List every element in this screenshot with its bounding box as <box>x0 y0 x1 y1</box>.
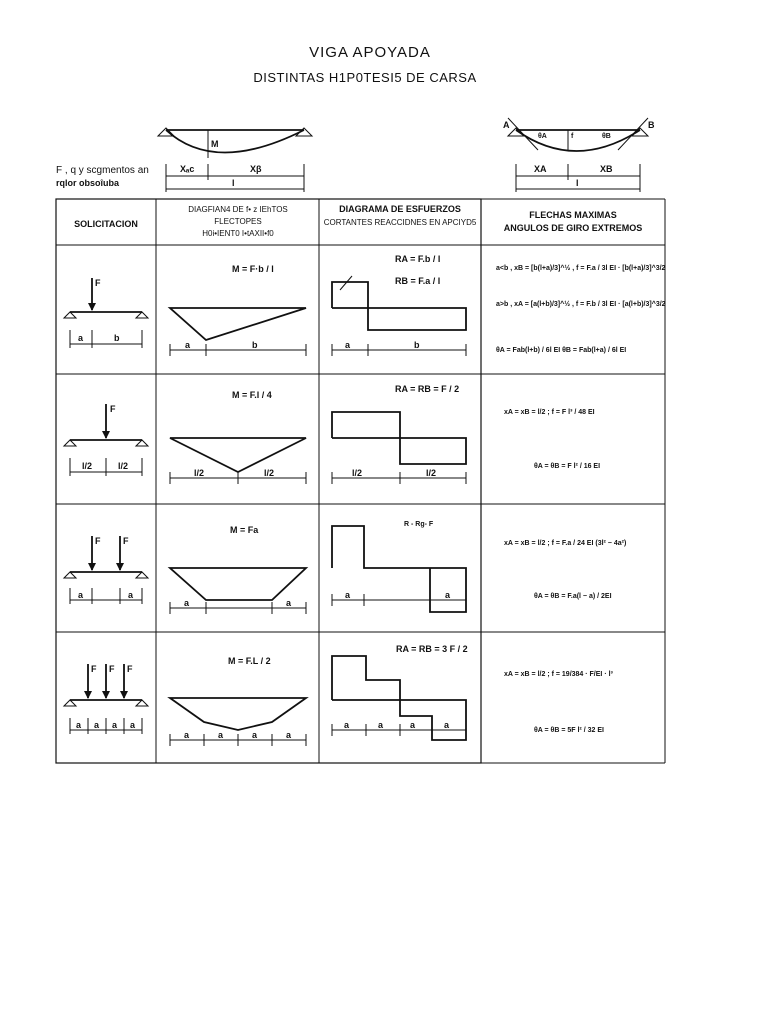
deflection-curve <box>516 130 640 151</box>
label-l: l <box>576 178 579 188</box>
header-esfuerzos-2: CORTANTES REACCIDNES EN APCIYD5 <box>323 218 477 227</box>
header-esfuerzos-1: DIAGRAMA DE ESFUERZOS <box>339 204 461 214</box>
page-title: VIGA APOYADA <box>309 44 431 61</box>
row4-moment-dim-3: a <box>252 730 258 740</box>
label-m: M <box>211 139 219 149</box>
row2-flecha-1: xA = xB = l/2 ; f = F l³ / 48 EI <box>504 409 595 416</box>
row2-load-f: F <box>110 404 116 414</box>
row1-shear-dim-a: a <box>345 340 351 350</box>
label-xa: Xₐc <box>180 164 195 174</box>
deflection-curve <box>166 130 304 153</box>
row4-load-dim-3: a <box>112 720 118 730</box>
row1-moment-dim-b: b <box>252 340 258 350</box>
row1-load-dim-a: a <box>78 333 84 343</box>
top-right-beam-diagram <box>503 118 655 192</box>
label-xb: XB <box>600 164 613 174</box>
row1-load-f: F <box>95 278 101 288</box>
row4-moment-dim-2: a <box>218 730 224 740</box>
row4-load-dim-2: a <box>94 720 100 730</box>
header-momentos-1: DIAGFIAN4 DE f• z IEhTOS <box>188 205 288 214</box>
label-a: A <box>503 120 510 130</box>
row3-moment-formula: M = Fa <box>230 525 259 535</box>
row1-flecha-1: a<b , xB = [b(l+a)/3]^½ , f = F.a / 3l EI · [b(l+a)/3]^3/2 <box>496 265 666 272</box>
label-theta-b: θB <box>602 133 611 140</box>
row1-load-dim-b: b <box>114 333 120 343</box>
row2-load-dim-2: l/2 <box>118 461 129 471</box>
row1-shear-diagram <box>332 282 466 330</box>
row-2 <box>64 384 600 484</box>
row3-flecha-1: xA = xB = l/2 ; f = F.a / 24 EI (3l² − 4a²) <box>504 540 627 547</box>
row4-load-f3: F <box>127 664 133 674</box>
row4-shear-dim-3: a <box>410 720 416 730</box>
row4-load-dim-1: a <box>76 720 82 730</box>
header-momentos-2: FLECTOPES <box>214 217 262 226</box>
row1-shear-r1: RA = F.b / l <box>395 254 441 264</box>
header-momentos-3: H0i•IENT0 I•tAXII•f0 <box>202 229 274 238</box>
row-3 <box>64 521 626 614</box>
row4-shear-dim-4: a <box>444 720 450 730</box>
label-l: l <box>232 178 235 188</box>
row3-moment-diagram <box>170 568 306 600</box>
row4-moment-formula: M = F.L / 2 <box>228 656 271 666</box>
row1-moment-diagram <box>170 308 306 340</box>
row3-load-dim-1: a <box>78 590 84 600</box>
row2-shear-dim-1: l/2 <box>352 468 363 478</box>
row4-shear-r1: RA = RB = 3 F / 2 <box>396 644 468 654</box>
row3-moment-dim-2: a <box>286 598 292 608</box>
row1-shear-r2: RB = F.a / l <box>395 276 441 286</box>
row4-flecha-1: xA = xB = l/2 ; f = 19/384 · F/EI · l³ <box>504 671 613 678</box>
row-4 <box>64 644 614 746</box>
row2-flecha-2: θA = θB = F l² / 16 EI <box>534 463 601 470</box>
row3-load-f: F <box>95 536 101 546</box>
row4-shear-dim-1: a <box>344 720 350 730</box>
row1-flecha-3: θA = Fab(l+b) / 6l EI θB = Fab(l+a) / 6l EI <box>496 347 627 354</box>
row2-moment-formula: M = F.l / 4 <box>232 390 272 400</box>
row2-moment-diagram <box>170 438 306 472</box>
header-flechas-2: ANGULOS DE GIRO EXTREMOS <box>503 223 643 233</box>
row3-load-dim-2: a <box>128 590 134 600</box>
row2-load-dim-1: l/2 <box>82 461 93 471</box>
row3-shear-r1: R - Rg- F <box>404 521 434 528</box>
row4-moment-dim-4: a <box>286 730 292 740</box>
row3-flecha-2: θA = θB = F.a(l − a) / 2EI <box>534 593 612 600</box>
top-left-beam-diagram <box>158 128 312 192</box>
note-line-1: F , q y scgmentos an <box>56 165 149 176</box>
label-xa: XA <box>534 164 547 174</box>
row3-load-f2: F <box>123 536 129 546</box>
header-flechas-1: FLECHAS MAXIMAS <box>529 210 617 220</box>
table-grid <box>56 199 665 763</box>
row1-moment-formula: M = F·b / l <box>232 264 274 274</box>
row1-flecha-2: a>b , xA = [a(l+b)/3]^½ , f = F.b / 3l EI · [a(l+b)/3]^3/2 <box>496 301 666 308</box>
row3-shear-dim-1: a <box>345 590 351 600</box>
row4-load-f2: F <box>109 664 115 674</box>
row-1 <box>64 254 666 356</box>
row3-shear-dim-2: a <box>445 590 451 600</box>
row4-moment-dim-1: a <box>184 730 190 740</box>
row3-moment-dim-1: a <box>184 598 190 608</box>
label-theta-a: θA <box>538 133 547 140</box>
note-line-2: rqlor obsoîuba <box>56 178 119 188</box>
label-b: B <box>648 120 655 130</box>
row4-flecha-2: θA = θB = 5F l² / 32 EI <box>534 727 604 734</box>
row4-shear-dim-2: a <box>378 720 384 730</box>
row2-moment-dim-1: l/2 <box>194 468 205 478</box>
row4-load-f: F <box>91 664 97 674</box>
row4-moment-diagram <box>170 698 306 730</box>
page-subtitle: DISTINTAS H1P0TESI5 DE CARSA <box>253 70 477 85</box>
row2-shear-dim-2: l/2 <box>426 468 437 478</box>
header-solicitacion: SOLICITACION <box>74 219 138 229</box>
row2-moment-dim-2: l/2 <box>264 468 275 478</box>
row2-shear-diagram <box>332 412 466 464</box>
row2-shear-r1: RA = RB = F / 2 <box>395 384 460 394</box>
row1-moment-dim-a: a <box>185 340 191 350</box>
row4-load-dim-4: a <box>130 720 136 730</box>
label-f: f <box>571 133 574 140</box>
row1-shear-dim-b: b <box>414 340 420 350</box>
label-xb: Xβ <box>250 164 262 174</box>
table-headers <box>74 204 642 238</box>
